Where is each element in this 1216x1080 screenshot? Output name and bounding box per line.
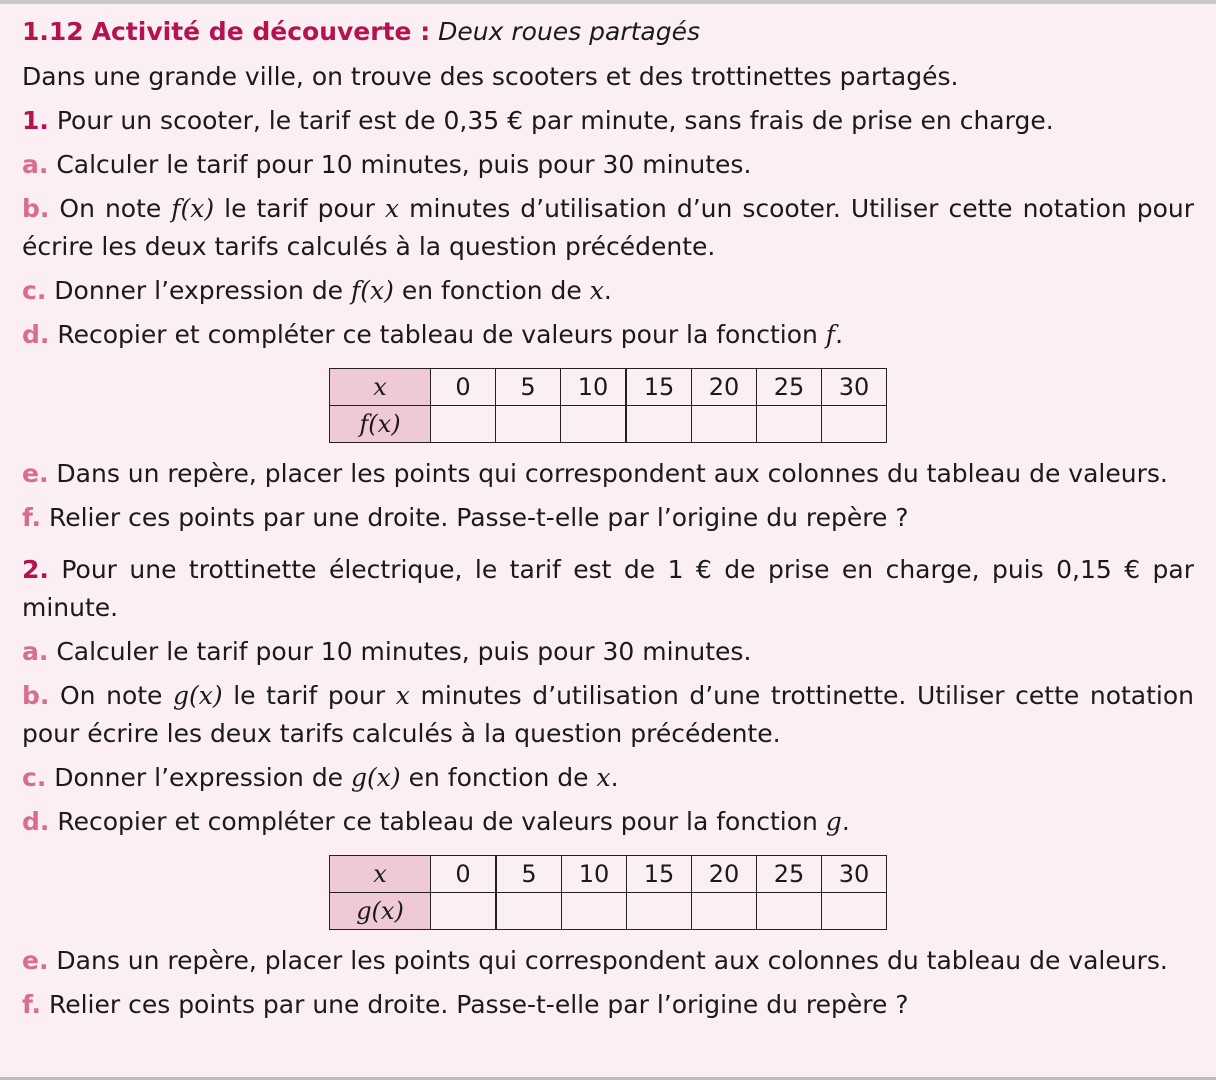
- question-text: .: [603, 276, 612, 305]
- question-letter: d.: [22, 807, 50, 836]
- table-row-x: [330, 856, 887, 893]
- math-x: x: [589, 276, 604, 305]
- part2-statement: [22, 551, 1194, 627]
- question-letter: b.: [22, 681, 50, 710]
- table-cell-x: 0: [431, 856, 497, 893]
- math-f: f: [825, 320, 836, 349]
- question-text: en fonction de: [401, 276, 582, 305]
- math-gx: g(x): [173, 681, 223, 710]
- math-fx: f(x): [351, 276, 394, 305]
- part1-question-e: [22, 455, 1194, 493]
- table-cell-x: 5: [496, 856, 562, 893]
- question-letter: b.: [22, 194, 50, 223]
- question-letter: f.: [22, 990, 42, 1019]
- table-cell-x: 10: [561, 369, 627, 406]
- table-head-x: x: [330, 369, 431, 406]
- activity-label: Activité de découverte :: [91, 17, 431, 46]
- table-row-x: [330, 369, 887, 406]
- question-text: On note: [59, 194, 162, 223]
- top-rule: [0, 0, 1216, 4]
- math-gx: g(x): [351, 763, 401, 792]
- table-row-fx: [330, 406, 887, 443]
- question-text: Donner l’expression de: [54, 276, 344, 305]
- question-text: minutes d’utilisation d’une trottinette. Utiliser cette notation pour écrire les deux tarifs calculés à la question précédente.: [22, 681, 1195, 748]
- activity-subtitle: Deux roues partagés: [438, 17, 701, 46]
- activity-number: 1.12: [22, 17, 84, 46]
- table-cell-x: 30: [822, 856, 887, 893]
- question-letter: d.: [22, 320, 50, 349]
- question-text: Calculer le tarif pour 10 minutes, puis pour 30 minutes.: [56, 637, 752, 666]
- math-x: x: [596, 763, 611, 792]
- spacer: [22, 543, 1194, 551]
- question-text: Relier ces points par une droite. Passe-t-elle par l’origine du repère ?: [48, 503, 909, 532]
- part2-number: 2.: [22, 555, 49, 584]
- table-cell-x: 5: [496, 369, 561, 406]
- question-text: Recopier et compléter ce tableau de valeurs pour la fonction: [57, 320, 818, 349]
- part2-question-f: [22, 986, 1194, 1024]
- question-text: On note: [60, 681, 163, 710]
- table-cell-empty: [757, 406, 822, 443]
- part1-question-b: [22, 190, 1194, 266]
- part2-question-b: [22, 677, 1194, 753]
- table-cell-empty: [627, 893, 692, 930]
- part1-statement: [22, 102, 1194, 140]
- part1-number: 1.: [22, 106, 49, 135]
- question-text: .: [835, 320, 844, 349]
- table-cell-empty: [561, 406, 627, 443]
- part2-question-a: [22, 633, 1194, 671]
- question-letter: a.: [22, 637, 49, 666]
- question-text: Relier ces points par une droite. Passe-t-elle par l’origine du repère ?: [48, 990, 909, 1019]
- part2-text: Pour une trottinette électrique, le tarif est de 1 € de prise en charge, puis 0,15 € par minute.: [22, 555, 1195, 622]
- question-letter: e.: [22, 459, 49, 488]
- table-cell-empty: [692, 893, 757, 930]
- table-cell-x: 10: [562, 856, 627, 893]
- part1-question-f: [22, 499, 1194, 537]
- question-text: minutes d’utilisation d’un scooter. Utiliser cette notation pour écrire les deux tarifs calculés à la question précédente.: [22, 194, 1195, 261]
- math-fx: f(x): [171, 194, 215, 223]
- table-cell-empty: [431, 406, 496, 443]
- question-letter: e.: [22, 946, 49, 975]
- table-cell-x: 25: [757, 369, 822, 406]
- math-g: g: [825, 807, 842, 836]
- part2-question-d: [22, 803, 1194, 841]
- part1-question-a: [22, 146, 1194, 184]
- question-text: Calculer le tarif pour 10 minutes, puis pour 30 minutes.: [56, 150, 752, 179]
- table-cell-x: 30: [822, 369, 887, 406]
- table-cell-empty: [757, 893, 822, 930]
- table-cell-empty: [626, 406, 692, 443]
- values-table-f: [329, 368, 887, 443]
- math-x: x: [384, 194, 400, 223]
- values-table-g: [329, 855, 887, 930]
- table-cell-x: 0: [431, 369, 496, 406]
- table-head-x: x: [330, 856, 431, 893]
- activity-content: [22, 14, 1194, 1030]
- table-cell-empty: [562, 893, 627, 930]
- question-text: Donner l’expression de: [54, 763, 344, 792]
- part1-question-c: [22, 272, 1194, 310]
- question-letter: c.: [22, 276, 47, 305]
- question-letter: f.: [22, 503, 42, 532]
- table-cell-empty: [496, 893, 562, 930]
- table-head-gx: g(x): [330, 893, 431, 930]
- question-text: le tarif pour: [224, 194, 375, 223]
- table-cell-x: 15: [626, 369, 692, 406]
- part1-text: Pour un scooter, le tarif est de 0,35 € par minute, sans frais de prise en charge.: [56, 106, 1054, 135]
- table-cell-empty: [692, 406, 757, 443]
- question-letter: a.: [22, 150, 49, 179]
- table-row-gx: [330, 893, 887, 930]
- table-cell-x: 15: [627, 856, 692, 893]
- question-text: .: [841, 807, 850, 836]
- question-text: .: [610, 763, 619, 792]
- activity-heading: [22, 14, 1194, 50]
- question-text: Recopier et compléter ce tableau de valeurs pour la fonction: [57, 807, 818, 836]
- table-cell-x: 25: [757, 856, 822, 893]
- table-cell-empty: [822, 893, 887, 930]
- table-cell-x: 20: [692, 369, 757, 406]
- question-text: Dans un repère, placer les points qui correspondent aux colonnes du tableau de valeurs.: [56, 946, 1168, 975]
- math-x: x: [395, 681, 410, 710]
- table-cell-empty: [822, 406, 887, 443]
- table-head-fx: f(x): [330, 406, 431, 443]
- question-text: Dans un repère, placer les points qui correspondent aux colonnes du tableau de valeurs.: [56, 459, 1168, 488]
- table-f-wrapper: [22, 368, 1194, 443]
- part2-question-e: [22, 942, 1194, 980]
- table-g-wrapper: [22, 855, 1194, 930]
- question-text: le tarif pour: [233, 681, 386, 710]
- table-cell-x: 20: [692, 856, 757, 893]
- part1-question-d: [22, 316, 1194, 354]
- table-cell-empty: [496, 406, 561, 443]
- question-text: en fonction de: [408, 763, 589, 792]
- table-cell-empty: [431, 893, 497, 930]
- question-letter: c.: [22, 763, 47, 792]
- part2-question-c: [22, 759, 1194, 797]
- intro-text: Dans une grande ville, on trouve des scooters et des trottinettes partagés.: [22, 62, 959, 91]
